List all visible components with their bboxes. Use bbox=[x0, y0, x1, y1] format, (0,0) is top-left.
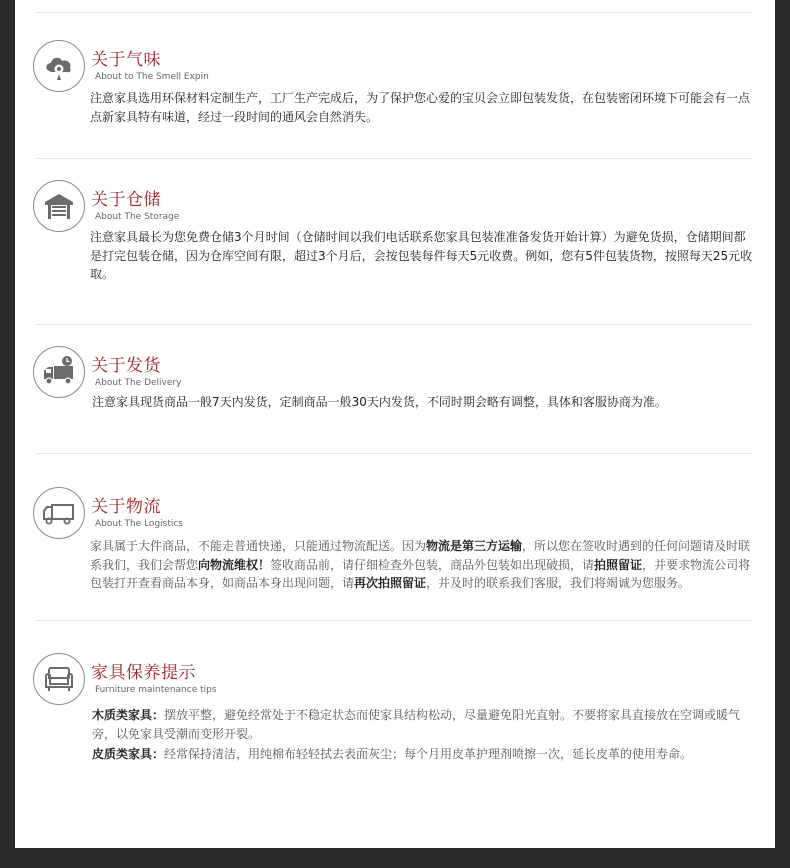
body-text: ，并及时的联系我们客服，我们将竭诚为您服务。 bbox=[426, 576, 691, 590]
item-label: 木质类家具： bbox=[92, 708, 165, 722]
warehouse-icon bbox=[33, 180, 85, 232]
emphasis-text: 再次拍照留证 bbox=[354, 576, 427, 590]
body-text: 家具属于大件商品，不能走普通快递，只能通过物流配送。因为 bbox=[90, 539, 427, 553]
item-label: 皮质类家具： bbox=[92, 747, 165, 761]
delivery-truck-icon bbox=[33, 346, 85, 398]
emphasis-text: 物流是第三方运输 bbox=[426, 539, 523, 553]
section-text bbox=[90, 537, 755, 593]
body-text: 签收商品前，请仔细检查外包装，商品外包装如出现破损，请 bbox=[270, 557, 595, 572]
section-title: 关于物流 bbox=[91, 497, 161, 517]
divider bbox=[36, 620, 751, 621]
item-text: 经常保持清洁，用纯棉布轻轻拭去表面灰尘；每个月用皮革护理剂喷擦一次，延长皮革的使用寿命。 bbox=[164, 747, 693, 761]
body-text: ，所以您在签收时遇到的任何问题请及时联系我们，我们会帮您 bbox=[90, 539, 751, 572]
section-title: 关于气味 bbox=[91, 50, 161, 70]
emphasis-text: 拍照留证 bbox=[594, 557, 643, 572]
item-text: 摆放平整，避免经常处于不稳定状态而使家具结构松动，尽量避免阳光直射。不要将家具直接放在空调或暖气旁，以免家具受潮而变形开裂。 bbox=[92, 708, 741, 741]
emphasis-text: 向物流维权！ bbox=[198, 557, 271, 572]
divider bbox=[36, 158, 751, 159]
smell-cloud-icon bbox=[33, 40, 85, 92]
content-panel bbox=[15, 0, 775, 848]
divider bbox=[36, 324, 751, 325]
section-title: 家具保养提示 bbox=[91, 663, 196, 683]
armchair-icon bbox=[33, 653, 85, 705]
section-title: 关于仓储 bbox=[91, 190, 161, 210]
section-text: 注意家具最长为您免费仓储3个月时间（仓储时间以我们电话联系您家具包装准准备发货开始计算）为避免货损，仓储期间都是打完包装仓储，因为仓库空间有限，超过3个月后，会按包装每件每天5元收费。例如，您有5件包装货物，按照每天25元收取。 bbox=[90, 230, 753, 281]
section-subtitle: About The Delivery bbox=[95, 378, 182, 388]
body-text: ，并要求物流公司将包装打开查看商品本身，如商品本身出现问题，请 bbox=[90, 557, 751, 590]
section-subtitle: About The Storage bbox=[95, 212, 180, 222]
maintenance-wood bbox=[92, 706, 757, 743]
logistics-truck-icon bbox=[33, 487, 85, 539]
section-text: 注意家具选用环保材料定制生产，工厂生产完成后，为了保护您心爱的宝贝会立即包装发货，在包装密闭环境下可能会有一点点新家具特有味道，经过一段时间的通风会自然消失。 bbox=[90, 91, 751, 124]
maintenance-leather bbox=[92, 745, 757, 764]
divider bbox=[36, 453, 751, 454]
section-subtitle: About to The Smell Expin bbox=[95, 72, 209, 82]
section-title: 关于发货 bbox=[91, 356, 161, 376]
section-subtitle: About The Logistics bbox=[95, 519, 184, 529]
divider bbox=[36, 12, 751, 13]
section-subtitle: Furniture maintenance tips bbox=[95, 685, 217, 695]
section-text: 注意家具现货商品一般7天内发货，定制商品一般30天内发货，不同时期会略有调整，具体和客服协商为准。 bbox=[92, 395, 667, 409]
